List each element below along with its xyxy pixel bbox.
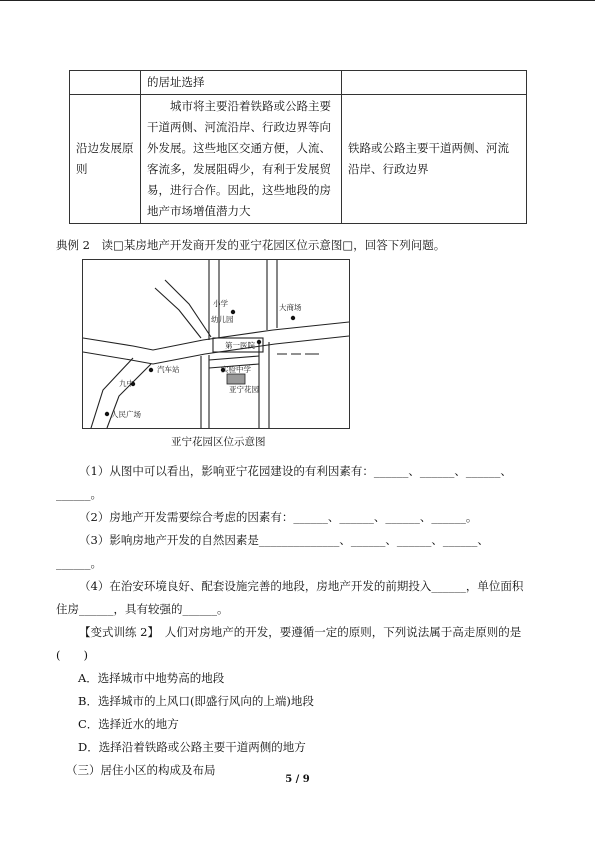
- question-1: （1）从图中可以看出，影响亚宁花园建设的有利因素有：______、______、______、: [79, 464, 512, 478]
- map-label-station: 汽车站: [157, 365, 180, 374]
- location-map: [82, 259, 350, 429]
- table-row: [70, 71, 527, 95]
- garden-block: [227, 374, 245, 384]
- table-cell: [342, 71, 527, 95]
- table-row: [70, 95, 527, 224]
- option-a: A．选择城市中地势高的地段: [78, 671, 225, 685]
- map-caption: 亚宁花园区位示意图: [171, 436, 266, 448]
- principle-name: 沿边发展原则: [70, 95, 141, 224]
- variant-paren: ( ): [56, 648, 88, 662]
- example-intro: 典例 2 读□某房地产开发商开发的亚宁花园区位示意图□，回答下列问题。: [56, 238, 446, 252]
- school-marker: [231, 310, 235, 314]
- map-road: [83, 322, 349, 350]
- principle-description: 城市将主要沿着铁路或公路主要干道两侧、河流沿岸、行政边界等向外发展。这些地区交通方便，人流、客流多，发展阻碍少，有利于发展贸易，进行合作。因此，这些地段的房地产市场增值潜力大: [141, 95, 342, 224]
- principle-table: [69, 70, 527, 224]
- question-4: （4）在治安环境良好、配套设施完善的地段，房地产开发的前期投入______，单位面积: [79, 579, 524, 593]
- station-marker: [149, 368, 153, 372]
- question-1-cont: ______。: [56, 487, 102, 501]
- map-label-school: 小学: [213, 299, 228, 308]
- map-label-middle-school: 实验中学: [221, 365, 251, 374]
- question-3-cont: ______。: [56, 556, 102, 570]
- map-drawing: [83, 260, 349, 428]
- map-label-highschool: 九中: [119, 379, 134, 388]
- section-heading: （三）居住小区的构成及布局: [66, 763, 216, 777]
- square-marker: [105, 412, 109, 416]
- map-road: [155, 288, 201, 338]
- variant-title: 【变式训练 2】 人们对房地产的开发，要遵循一定的原则，下列说法属于高走原则的是: [79, 625, 522, 639]
- option-c: C．选择近水的地方: [78, 717, 179, 731]
- table-cell: [70, 71, 141, 95]
- option-d: D．选择沿着铁路或公路主要干道两侧的地方: [78, 740, 306, 754]
- question-4-cont: 住房______，具有较强的______。: [56, 602, 229, 616]
- map-label-kindergarten: 幼儿园: [211, 315, 234, 324]
- principle-location: 铁路或公路主要干道两侧、河流沿岸、行政边界: [342, 95, 527, 224]
- option-b: B．选择城市的上风口(即盛行风向的上端)地段: [78, 694, 314, 708]
- page-number: 5 / 9: [285, 774, 310, 785]
- question-3: （3）影响房地产开发的自然因素是______________、______、______、______、: [79, 533, 489, 547]
- map-label-mall: 大商场: [279, 303, 302, 312]
- map-road: [209, 356, 259, 360]
- top-rule: [0, 0, 595, 1]
- table-cell: 的居址选择: [141, 71, 342, 95]
- hospital-marker: [257, 340, 261, 344]
- map-label-garden: 亚宁花园: [229, 385, 259, 394]
- map-label-square: 人民广场: [111, 410, 141, 419]
- mall-marker: [291, 316, 295, 320]
- question-2: （2）房地产开发需要综合考虑的因素有：______、______、______、______。: [79, 510, 478, 524]
- map-label-hospital: 第一医院: [225, 341, 255, 350]
- map-road: [165, 280, 211, 337]
